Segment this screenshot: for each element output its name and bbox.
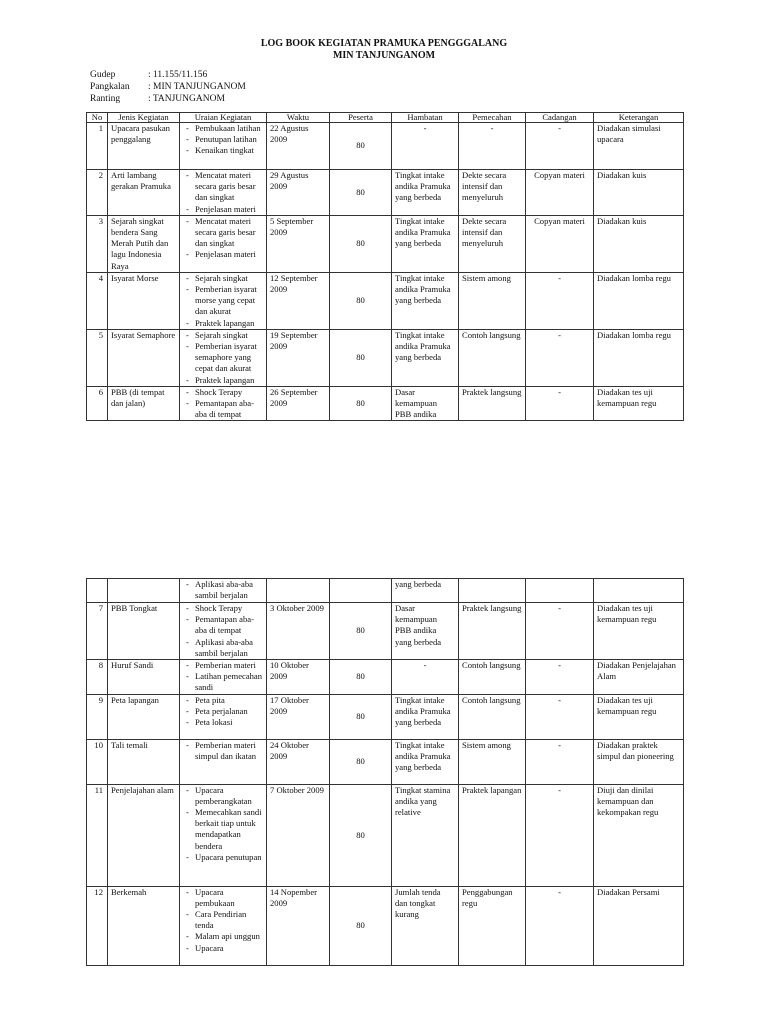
- table-row: [87, 329, 684, 386]
- uraian-item: - Shock Terapy: [183, 603, 263, 614]
- info-value: : TANJUNGANOM: [148, 94, 225, 104]
- column-header: Cadangan: [526, 113, 594, 123]
- cell-jenis: PBB Tongkat: [108, 603, 180, 660]
- info-label: Ranting: [90, 94, 121, 104]
- cell-hambatan: Tingkat intake andika Pramuka yang berbeda: [392, 272, 459, 329]
- cell-uraian: [180, 739, 267, 784]
- cell-keterangan: Diadakan lomba regu: [594, 272, 684, 329]
- uraian-item: - Aplikasi aba-aba sambil berjalan: [183, 579, 263, 601]
- cell-jenis: Penjelajahan alam: [108, 784, 180, 886]
- cell-jenis: Isyarat Morse: [108, 272, 180, 329]
- cell-no: 5: [87, 329, 108, 386]
- uraian-item: - Peta pita: [183, 695, 263, 706]
- info-value: : MIN TANJUNGANOM: [148, 82, 246, 92]
- cell-keterangan: Diadakan praktek simpul dan pioneering: [594, 739, 684, 784]
- cell-jenis: PBB (di tempat dan jalan): [108, 386, 180, 421]
- cell-waktu: 17 Oktober 2009: [267, 694, 330, 739]
- cell-keterangan: Diadakan tes uji kemampuan regu: [594, 603, 684, 660]
- cell-no: 1: [87, 123, 108, 170]
- info-row-ranting: [90, 93, 246, 105]
- table-row: [87, 694, 684, 739]
- uraian-item: - Pemberian isyarat semaphore yang cepat dan akurat: [183, 341, 263, 375]
- document-subtitle: MIN TANJUNGANOM: [332, 50, 436, 61]
- cell-keterangan: Diadakan Penjelajahan Alam: [594, 660, 684, 695]
- cell-cadangan: -: [526, 784, 594, 886]
- cell-hambatan: Tingkat intake andika Pramuka yang berbeda: [392, 329, 459, 386]
- cell-peserta: 80: [330, 694, 392, 739]
- uraian-item: - Sejarah singkat: [183, 330, 263, 341]
- cell-uraian: [180, 272, 267, 329]
- cell-cadangan: -: [526, 694, 594, 739]
- cell-no: 3: [87, 215, 108, 272]
- cell-cadangan: -: [526, 603, 594, 660]
- cell-pemecahan: Praktek langsung: [459, 603, 526, 660]
- info-row-pangkalan: [90, 81, 246, 93]
- cell-no: 4: [87, 272, 108, 329]
- uraian-item: - Pemantapan aba-aba di tempat: [183, 614, 263, 636]
- uraian-item: - Pemantapan aba-aba di tempat: [183, 398, 263, 420]
- uraian-item: - Mencatat materi secara garis besar dan singkat: [183, 170, 263, 204]
- cell-uraian: [180, 660, 267, 695]
- cell-peserta: 80: [330, 784, 392, 886]
- table-row: [87, 215, 684, 272]
- cell-waktu: 26 September 2009: [267, 386, 330, 421]
- column-header: Uraian Kegiatan: [180, 113, 267, 123]
- column-header: Pemecahan: [459, 113, 526, 123]
- cell-pemecahan: Penggabungan regu: [459, 886, 526, 965]
- cell-peserta: 80: [330, 170, 392, 216]
- cell-peserta: [330, 579, 392, 603]
- cell-uraian: [180, 123, 267, 170]
- cell-keterangan: Diadakan kuis: [594, 170, 684, 216]
- cell-keterangan: Diadakan Persami: [594, 886, 684, 965]
- cell-pemecahan: Praktek lapangan: [459, 784, 526, 886]
- cell-hambatan: Dasar kemampuan PBB andika yang berbeda: [392, 603, 459, 660]
- cell-peserta: 80: [330, 386, 392, 421]
- log-table-page2: [86, 578, 684, 966]
- cell-uraian: [180, 694, 267, 739]
- uraian-item: - Cara Pendirian tenda: [183, 909, 263, 931]
- cell-jenis: Berkemah: [108, 886, 180, 965]
- table-row: [87, 170, 684, 216]
- cell-cadangan: [526, 579, 594, 603]
- cell-cadangan: -: [526, 886, 594, 965]
- cell-hambatan: -: [392, 123, 459, 170]
- cell-jenis: Isyarat Semaphore: [108, 329, 180, 386]
- cell-pemecahan: -: [459, 123, 526, 170]
- uraian-item: - Mencatat materi secara garis besar dan singkat: [183, 216, 263, 250]
- table-row: [87, 123, 684, 170]
- cell-waktu: 5 September 2009: [267, 215, 330, 272]
- info-value: : 11.155/11.156: [148, 70, 208, 80]
- cell-hambatan: Tingkat intake andika Pramuka yang berbeda: [392, 739, 459, 784]
- table-row: [87, 603, 684, 660]
- cell-keterangan: Diuji dan dinilai kemampuan dan kekompakan regu: [594, 784, 684, 886]
- cell-waktu: 24 Oktober 2009: [267, 739, 330, 784]
- cell-keterangan: Diadakan simulasi upacara: [594, 123, 684, 170]
- cell-no: 6: [87, 386, 108, 421]
- cell-hambatan: Tingkat stamina andika yang relative: [392, 784, 459, 886]
- uraian-item: - Upacara pembukaan: [183, 887, 263, 909]
- cell-peserta: 80: [330, 603, 392, 660]
- cell-no: 11: [87, 784, 108, 886]
- cell-no: 9: [87, 694, 108, 739]
- cell-no: 12: [87, 886, 108, 965]
- column-header: Hambatan: [392, 113, 459, 123]
- cell-waktu: 19 September 2009: [267, 329, 330, 386]
- cell-jenis: Peta lapangan: [108, 694, 180, 739]
- cell-peserta: 80: [330, 660, 392, 695]
- cell-pemecahan: Contoh langsung: [459, 329, 526, 386]
- cell-no: 10: [87, 739, 108, 784]
- cell-pemecahan: Dekte secara intensif dan menyeluruh: [459, 215, 526, 272]
- cell-cadangan: Copyan materi: [526, 170, 594, 216]
- log-table-page1: [86, 112, 684, 421]
- cell-uraian: [180, 386, 267, 421]
- cell-waktu: 22 Agustus 2009: [267, 123, 330, 170]
- info-row-gudep: [90, 69, 246, 81]
- cell-cadangan: -: [526, 386, 594, 421]
- table-header-row: [87, 113, 684, 123]
- table-row: [87, 386, 684, 421]
- uraian-item: - Latihan pemecahan sandi: [183, 671, 263, 693]
- uraian-item: - Sejarah singkat: [183, 273, 263, 284]
- uraian-item: - Pemberian materi: [183, 660, 263, 671]
- cell-hambatan: Tingkat intake andika Pramuka yang berbeda: [392, 694, 459, 739]
- cell-jenis: Sejarah singkat bendera Sang Merah Putih dan lagu Indonesia Raya: [108, 215, 180, 272]
- table-row: [87, 660, 684, 695]
- cell-jenis: Tali temali: [108, 739, 180, 784]
- column-header: Peserta: [330, 113, 392, 123]
- uraian-item: - Peta lokasi: [183, 717, 263, 728]
- cell-keterangan: [594, 579, 684, 603]
- column-header: Waktu: [267, 113, 330, 123]
- uraian-item: - Penjelasan materi: [183, 249, 263, 260]
- cell-uraian: [180, 784, 267, 886]
- cell-waktu: 12 September 2009: [267, 272, 330, 329]
- cell-uraian: [180, 579, 267, 603]
- cell-pemecahan: Sistem among: [459, 739, 526, 784]
- cell-uraian: [180, 170, 267, 216]
- uraian-item: - Aplikasi aba-aba sambil berjalan: [183, 637, 263, 659]
- cell-keterangan: Diadakan lomba regu: [594, 329, 684, 386]
- table-row: [87, 272, 684, 329]
- column-header: No: [87, 113, 108, 123]
- uraian-item: - Penjelasan materi: [183, 204, 263, 215]
- uraian-item: - Pemberian materi simpul dan ikatan: [183, 740, 263, 762]
- document-title: LOG BOOK KEGIATAN PRAMUKA PENGGGALANG: [260, 38, 508, 49]
- cell-keterangan: Diadakan kuis: [594, 215, 684, 272]
- cell-hambatan: Dasar kemampuan PBB andika: [392, 386, 459, 421]
- cell-peserta: 80: [330, 739, 392, 784]
- table-row: [87, 739, 684, 784]
- cell-waktu: 14 Nopember 2009: [267, 886, 330, 965]
- cell-hambatan: Tingkat intake andika Pramuka yang berbeda: [392, 170, 459, 216]
- cell-peserta: 80: [330, 215, 392, 272]
- cell-peserta: 80: [330, 886, 392, 965]
- uraian-item: - Upacara: [183, 943, 263, 954]
- cell-jenis: Upacara pasukan penggalang: [108, 123, 180, 170]
- cell-keterangan: Diadakan tes uji kemampuan regu: [594, 694, 684, 739]
- uraian-item: - Penutupan latihan: [183, 134, 263, 145]
- cell-pemecahan: Dekte secara intensif dan menyeluruh: [459, 170, 526, 216]
- cell-uraian: [180, 329, 267, 386]
- cell-peserta: 80: [330, 123, 392, 170]
- cell-pemecahan: Sistem among: [459, 272, 526, 329]
- cell-pemecahan: Praktek langsung: [459, 386, 526, 421]
- cell-waktu: 3 Oktober 2009: [267, 603, 330, 660]
- info-label: Gudep: [90, 70, 116, 80]
- cell-waktu: 29 Agustus 2009: [267, 170, 330, 216]
- cell-peserta: 80: [330, 272, 392, 329]
- table-row: [87, 886, 684, 965]
- cell-waktu: 7 Oktober 2009: [267, 784, 330, 886]
- cell-no: 2: [87, 170, 108, 216]
- cell-pemecahan: Contoh langsung: [459, 660, 526, 695]
- cell-cadangan: -: [526, 739, 594, 784]
- cell-jenis: Arti lambang gerakan Pramuka: [108, 170, 180, 216]
- cell-cadangan: -: [526, 272, 594, 329]
- cell-pemecahan: [459, 579, 526, 603]
- cell-hambatan: Tingkat intake andika Pramuka yang berbeda: [392, 215, 459, 272]
- uraian-item: - Praktek lapangan: [183, 318, 263, 329]
- cell-hambatan: Jumlah tenda dan tongkat kurang: [392, 886, 459, 965]
- cell-peserta: 80: [330, 329, 392, 386]
- uraian-item: - Peta perjalanan: [183, 706, 263, 717]
- cell-uraian: [180, 886, 267, 965]
- uraian-item: - Memecahkan sandi berkait tiap untuk mendapatkan bendera: [183, 807, 263, 852]
- uraian-item: - Kenaikan tingkat: [183, 145, 263, 156]
- uraian-item: - Pemberian isyarat morse yang cepat dan akurat: [183, 284, 263, 318]
- uraian-item: - Upacara pemberangkatan: [183, 785, 263, 807]
- cell-hambatan: yang berbeda: [392, 579, 459, 603]
- uraian-item: - Praktek lapangan: [183, 375, 263, 386]
- cell-cadangan: -: [526, 660, 594, 695]
- cell-keterangan: Diadakan tes uji kemampuan regu: [594, 386, 684, 421]
- cell-jenis: [108, 579, 180, 603]
- table-row: [87, 784, 684, 886]
- cell-no: 8: [87, 660, 108, 695]
- cell-cadangan: -: [526, 123, 594, 170]
- cell-cadangan: Copyan materi: [526, 215, 594, 272]
- cell-waktu: [267, 579, 330, 603]
- cell-jenis: Huruf Sandi: [108, 660, 180, 695]
- table-row-continuation: [87, 579, 684, 603]
- cell-uraian: [180, 215, 267, 272]
- cell-cadangan: -: [526, 329, 594, 386]
- cell-no: 7: [87, 603, 108, 660]
- uraian-item: - Pembukaan latihan: [183, 123, 263, 134]
- cell-hambatan: -: [392, 660, 459, 695]
- column-header: Jenis Kegiatan: [108, 113, 180, 123]
- cell-uraian: [180, 603, 267, 660]
- uraian-item: - Upacara penutupan: [183, 852, 263, 863]
- uraian-item: - Malam api unggun: [183, 931, 263, 942]
- column-header: Keterangan: [594, 113, 684, 123]
- cell-no: [87, 579, 108, 603]
- info-label: Pangkalan: [90, 82, 130, 92]
- uraian-item: - Shock Terapy: [183, 387, 263, 398]
- cell-waktu: 10 Oktober 2009: [267, 660, 330, 695]
- info-block: [90, 69, 246, 105]
- cell-pemecahan: Contoh langsung: [459, 694, 526, 739]
